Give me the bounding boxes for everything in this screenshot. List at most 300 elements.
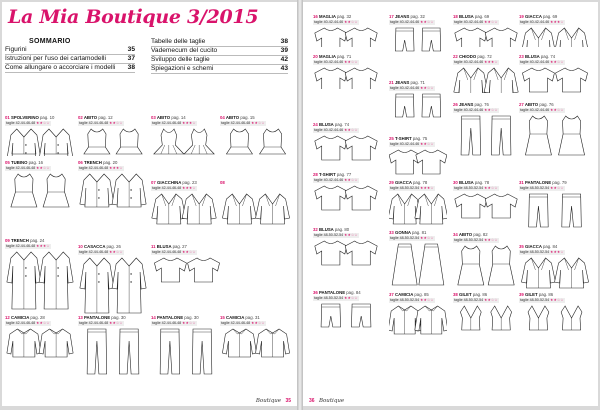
pattern-item[interactable] — [453, 232, 519, 288]
pattern-name: JEANS — [394, 14, 410, 19]
pattern-page: pag. 80 — [334, 227, 350, 232]
pattern-item[interactable] — [453, 14, 519, 48]
pattern-name: TRENCH — [83, 160, 102, 165]
pattern-item[interactable] — [313, 54, 379, 90]
pattern-item[interactable] — [5, 160, 75, 210]
difficulty-stars: ★★★☆ — [182, 186, 196, 190]
pattern-label — [519, 102, 554, 107]
garment-back-view — [485, 194, 517, 218]
pattern-number: 20 — [313, 54, 318, 59]
pattern-item[interactable] — [5, 238, 75, 312]
pattern-size-list: taglie 42-44-46-48 — [6, 166, 36, 170]
pattern-item[interactable] — [389, 180, 447, 226]
pattern-size-list: taglie 42-44-46-48 — [221, 321, 251, 325]
garment-sketch — [220, 327, 292, 376]
garment-back-view — [555, 258, 589, 288]
pattern-item[interactable] — [313, 14, 379, 48]
pattern-page: pag. 32 — [410, 14, 425, 19]
toc-heading: SOMMARIO — [29, 38, 71, 45]
pattern-number: 33 — [389, 230, 394, 235]
pattern-number: 31 — [519, 180, 524, 185]
pattern-sizes — [313, 20, 359, 25]
pattern-item[interactable] — [519, 180, 591, 230]
pattern-number: 06 — [78, 160, 83, 165]
garment-front-view — [315, 68, 347, 89]
garment-sketch — [519, 304, 591, 351]
pattern-item[interactable] — [220, 315, 292, 377]
pattern-name: ABITO — [83, 115, 98, 120]
pattern-label — [313, 290, 361, 295]
garment-sketch — [519, 256, 591, 289]
garment-back-view — [491, 116, 511, 155]
pattern-item[interactable] — [151, 315, 221, 377]
pattern-label — [78, 244, 121, 249]
pattern-sizes — [453, 60, 499, 65]
pattern-label — [453, 292, 487, 297]
pattern-page: pag. 76 — [474, 102, 489, 107]
garment-front-view — [321, 304, 341, 327]
garment-front-view — [80, 258, 114, 313]
pattern-sizes — [78, 321, 124, 326]
pattern-name: BLUSA — [156, 244, 172, 249]
garment-front-view — [522, 68, 554, 92]
pattern-item[interactable] — [78, 160, 148, 210]
pattern-item[interactable] — [389, 80, 447, 120]
toc-entry[interactable] — [151, 47, 288, 56]
pattern-sizes — [389, 86, 435, 91]
pattern-label — [151, 180, 197, 185]
pattern-number: 16 — [313, 14, 318, 19]
pattern-item[interactable] — [453, 54, 519, 94]
pattern-label — [389, 180, 427, 185]
pattern-sizes — [151, 321, 197, 326]
pattern-label — [389, 14, 425, 19]
pattern-label — [389, 292, 429, 297]
difficulty-stars: ★★★☆ — [420, 186, 434, 190]
pattern-sizes — [389, 236, 435, 241]
pattern-name: PANTALONE — [524, 180, 552, 185]
garment-back-view — [116, 129, 142, 154]
pattern-sizes — [519, 20, 565, 25]
pattern-label — [519, 292, 553, 297]
difficulty-stars: ★★☆☆ — [420, 20, 434, 24]
pattern-item[interactable] — [151, 180, 217, 228]
garment-sketch — [389, 148, 447, 177]
pattern-label — [78, 315, 126, 320]
pattern-name: BLUSA — [458, 180, 474, 185]
garment-sketch — [220, 192, 292, 227]
difficulty-stars: ★★☆☆ — [36, 121, 50, 125]
pattern-label — [453, 180, 489, 185]
pattern-item[interactable] — [151, 115, 217, 157]
pattern-size-list: taglie 42-44-46-48 — [6, 121, 36, 125]
pattern-item[interactable] — [220, 180, 292, 228]
pattern-item[interactable] — [453, 180, 519, 226]
pattern-item[interactable] — [313, 227, 379, 267]
garment-front-view — [458, 246, 484, 285]
pattern-number: 19 — [519, 14, 524, 19]
pattern-item[interactable] — [5, 315, 75, 377]
pattern-name: CAMICIA — [394, 292, 414, 297]
garment-front-view — [7, 129, 41, 156]
garment-back-view — [559, 116, 585, 155]
pattern-sizes — [5, 321, 51, 326]
pattern-size-list: taglie 40-42-44-46 — [390, 86, 420, 90]
pattern-page: pag. 79 — [552, 180, 567, 185]
pattern-item[interactable] — [389, 136, 447, 178]
pattern-label — [313, 122, 349, 127]
pattern-name: GONNA — [394, 230, 411, 235]
pattern-sizes — [78, 250, 124, 255]
garment-sketch — [313, 239, 379, 266]
pattern-page: pag. 10 — [40, 115, 55, 120]
pattern-item[interactable] — [519, 102, 591, 158]
pattern-item[interactable] — [313, 290, 379, 330]
magazine-title: La Mia Boutique 3/2015 — [8, 6, 259, 28]
pattern-page: pag. 86 — [472, 292, 488, 297]
pattern-sizes — [313, 296, 359, 301]
difficulty-stars: ★★☆☆ — [36, 166, 50, 170]
toc-entry-page: 37 — [127, 55, 135, 62]
pattern-label — [78, 160, 117, 165]
pattern-item[interactable] — [519, 54, 591, 94]
difficulty-stars: ★★☆☆ — [484, 238, 498, 242]
pattern-name: ABITO — [458, 232, 473, 237]
pattern-size-list: taglie 42-44-46-48 — [152, 186, 182, 190]
difficulty-stars: ★★☆☆ — [420, 142, 434, 146]
difficulty-stars: ★★☆☆ — [484, 108, 498, 112]
pattern-page: pag. 71 — [410, 80, 425, 85]
garment-front-view — [521, 258, 555, 288]
toc-column-2 — [151, 38, 288, 74]
footer-page-number: 36 — [309, 398, 315, 404]
pattern-item[interactable] — [78, 315, 148, 377]
garment-front-view — [84, 129, 110, 154]
garment-back-view — [419, 244, 444, 285]
pattern-label — [313, 14, 351, 19]
difficulty-stars: ★★☆☆ — [182, 321, 196, 325]
pattern-number: 12 — [5, 315, 10, 320]
pattern-number: 25 — [389, 136, 394, 141]
garment-sketch — [453, 192, 519, 225]
difficulty-stars: ★★☆☆ — [344, 178, 358, 182]
pattern-page: pag. 14 — [171, 115, 186, 120]
pattern-item[interactable] — [519, 244, 591, 290]
pattern-name: BLUSA — [524, 54, 540, 59]
pattern-number: 39 — [519, 292, 524, 297]
difficulty-stars: ★★☆☆ — [420, 298, 434, 302]
pattern-number: 35 — [519, 244, 524, 249]
pattern-size-list: taglie 48-50-52-54 — [390, 236, 420, 240]
garment-back-view — [485, 28, 517, 47]
pattern-name: GIACCA — [524, 14, 542, 19]
garment-sketch — [78, 256, 148, 315]
garment-front-view — [160, 329, 180, 374]
garment-sketch — [453, 26, 519, 47]
pattern-item[interactable] — [313, 172, 379, 212]
garment-sketch — [389, 192, 447, 225]
pattern-name: CHIODO — [458, 54, 477, 59]
garment-front-view — [455, 194, 487, 218]
pattern-label — [151, 244, 187, 249]
pattern-size-list: taglie 40-42-44-46 — [390, 20, 420, 24]
garment-front-view — [154, 258, 186, 282]
toc-entry[interactable] — [151, 56, 288, 65]
pattern-label — [220, 115, 255, 120]
pattern-page: pag. 84 — [346, 290, 361, 295]
pattern-page: pag. 23 — [182, 180, 197, 185]
pattern-name: T-SHIRT — [318, 172, 336, 177]
pattern-page: pag. 77 — [336, 172, 352, 177]
toc-entry-page: 38 — [127, 64, 135, 71]
pattern-sizes — [453, 238, 499, 243]
pattern-size-list: taglie 42-44-46-48 — [79, 166, 109, 170]
difficulty-stars: ★★☆☆ — [550, 186, 564, 190]
pattern-item[interactable] — [151, 244, 223, 296]
pattern-sizes — [313, 233, 359, 238]
pattern-sizes — [313, 128, 359, 133]
pattern-number: 11 — [151, 244, 156, 249]
pattern-size-list: taglie 48-50-52-54 — [454, 238, 484, 242]
difficulty-stars: ★★☆☆ — [344, 20, 358, 24]
pattern-item[interactable] — [78, 244, 148, 316]
pattern-label — [151, 115, 186, 120]
pattern-sizes — [519, 60, 565, 65]
pattern-size-list: taglie 42-44-46-48 — [6, 321, 36, 325]
garment-front-view — [389, 194, 421, 224]
toc-entry[interactable] — [5, 64, 135, 73]
toc-entry-label: Spiegazioni e schemi — [151, 65, 214, 72]
pattern-number: 15 — [220, 315, 225, 320]
pattern-number: 04 — [220, 115, 225, 120]
pattern-size-list: taglie 42-44-46-48 — [152, 321, 182, 325]
pattern-page: pag. 72 — [477, 54, 492, 59]
pattern-number: 13 — [78, 315, 83, 320]
difficulty-stars: ★★☆☆ — [484, 20, 498, 24]
pattern-page: pag. 32 — [336, 14, 352, 19]
pattern-page: pag. 31 — [245, 315, 260, 320]
pattern-item[interactable] — [389, 230, 447, 288]
pattern-page: pag. 12 — [98, 115, 113, 120]
difficulty-stars: ★★☆☆ — [484, 298, 498, 302]
pattern-sizes — [78, 166, 124, 171]
pattern-page: pag. 20 — [103, 160, 118, 165]
garment-front-view — [455, 28, 487, 47]
pattern-label — [151, 315, 199, 320]
pattern-name: T-SHIRT — [394, 136, 412, 141]
pattern-size-list: taglie 48-50-52-54 — [520, 250, 550, 254]
garment-sketch — [5, 127, 75, 156]
pattern-sizes — [220, 121, 266, 126]
pattern-page: pag. 30 — [184, 315, 199, 320]
toc-entry[interactable] — [151, 65, 288, 74]
pattern-sizes — [5, 166, 51, 171]
garment-back-view — [556, 68, 588, 92]
pattern-sizes — [389, 186, 435, 191]
garment-sketch — [151, 327, 221, 376]
pattern-name: MAGLIA — [318, 14, 336, 19]
pattern-name: BLUSA — [318, 227, 334, 232]
garment-back-view — [345, 186, 377, 210]
difficulty-stars: ★★☆☆ — [182, 250, 196, 254]
garment-back-view — [188, 258, 220, 282]
pattern-item[interactable] — [389, 292, 447, 356]
pattern-number: 30 — [453, 180, 458, 185]
pattern-name: MAGLIA — [318, 54, 336, 59]
toc-entry-label: Istruzioni per l'uso dei cartamodelli — [5, 55, 106, 62]
difficulty-stars: ★★☆☆ — [344, 60, 358, 64]
garment-sketch — [519, 192, 591, 229]
pattern-name: GILET — [524, 292, 538, 297]
garment-sketch — [5, 327, 75, 376]
difficulty-stars: ★★☆☆ — [344, 233, 358, 237]
pattern-size-list: taglie 42-44-46-48 — [79, 250, 109, 254]
pattern-name: PANTALONE — [318, 290, 346, 295]
footer-page-number: 35 — [285, 398, 291, 404]
pattern-sizes — [389, 142, 435, 147]
garment-back-view — [345, 136, 377, 160]
pattern-number: 01 — [5, 115, 10, 120]
difficulty-stars: ★★★☆ — [109, 166, 123, 170]
garment-back-view — [345, 241, 377, 265]
pattern-page: pag. 75 — [412, 136, 428, 141]
footer-brand: Boutique — [318, 398, 345, 404]
toc-entry[interactable] — [5, 46, 135, 55]
pattern-sizes — [389, 298, 435, 303]
garment-front-view — [222, 194, 256, 224]
garment-sketch — [519, 66, 591, 93]
pattern-page: pag. 84 — [542, 244, 558, 249]
garment-sketch — [78, 172, 148, 209]
pattern-page: pag. 85 — [414, 292, 429, 297]
garment-sketch — [313, 26, 379, 47]
pattern-page: pag. 78 — [474, 180, 490, 185]
garment-sketch — [313, 302, 379, 329]
toc-entry[interactable] — [5, 55, 135, 64]
pattern-name: BLUSA — [458, 14, 474, 19]
garment-front-view — [529, 194, 549, 227]
pattern-label — [78, 115, 113, 120]
pattern-size-list: taglie 40-42-44-46 — [454, 108, 484, 112]
garment-front-view — [461, 116, 481, 155]
toc-entry-label: Sviluppo delle taglie — [151, 56, 210, 63]
pattern-sizes — [313, 60, 359, 65]
garment-back-view — [415, 194, 447, 224]
pattern-item[interactable] — [5, 115, 75, 157]
garment-sketch — [389, 26, 447, 53]
garment-back-view — [256, 194, 290, 224]
pattern-name: GIACCHINA — [156, 180, 182, 185]
pattern-page: pag. 74 — [334, 122, 350, 127]
pattern-number: 18 — [453, 14, 458, 19]
pattern-number: 37 — [389, 292, 394, 297]
pattern-number: 10 — [78, 244, 83, 249]
pattern-page: pag. 15 — [240, 115, 255, 120]
pattern-number: 38 — [453, 292, 458, 297]
toc-entry[interactable] — [151, 38, 288, 47]
pattern-name: JEANS — [458, 102, 474, 107]
garment-back-view — [112, 258, 146, 313]
garment-front-view — [315, 186, 347, 210]
difficulty-stars: ★★★☆ — [484, 60, 498, 64]
pattern-number: 17 — [389, 14, 394, 19]
pattern-page: pag. 76 — [539, 102, 554, 107]
garment-back-view — [484, 68, 518, 93]
pattern-size-list: taglie 48-50-52-54 — [314, 233, 344, 237]
pattern-item[interactable] — [453, 292, 519, 346]
pattern-size-list: taglie 40-42-44-46 — [314, 178, 344, 182]
pattern-number: 32 — [313, 227, 318, 232]
pattern-label — [519, 244, 557, 249]
difficulty-stars: ★★☆☆ — [251, 121, 265, 125]
pattern-size-list: taglie 40-42-44-46 — [454, 60, 484, 64]
garment-sketch — [5, 172, 75, 209]
pattern-size-list: taglie 48-50-52-54 — [390, 186, 420, 190]
garment-sketch — [151, 192, 217, 227]
pattern-name: SPOLVERINO — [10, 115, 39, 120]
pattern-item[interactable] — [519, 292, 591, 352]
pattern-number: 28 — [313, 172, 318, 177]
garment-front-view — [525, 116, 551, 155]
pattern-sizes — [519, 298, 565, 303]
pattern-number: 07 — [151, 180, 156, 185]
pattern-item[interactable] — [389, 14, 447, 54]
pattern-sizes — [453, 108, 499, 113]
pattern-page: pag. 74 — [540, 54, 556, 59]
pattern-label — [453, 54, 492, 59]
garment-sketch — [389, 242, 447, 287]
pattern-name: TUBINO — [10, 160, 28, 165]
right-footer — [309, 398, 347, 404]
difficulty-stars: ★★★☆ — [550, 20, 564, 24]
pattern-item[interactable] — [453, 102, 519, 158]
difficulty-stars: ★★☆☆ — [550, 60, 564, 64]
difficulty-stars: ★★☆☆ — [550, 298, 564, 302]
toc-entry-page: 43 — [280, 65, 288, 72]
pattern-size-list: taglie 40-42-44-46 — [314, 60, 344, 64]
pattern-size-list: taglie 48-50-52-54 — [454, 298, 484, 302]
pattern-size-list: taglie 40-42-44-46 — [314, 128, 344, 132]
pattern-item[interactable] — [220, 115, 292, 157]
pattern-number: 21 — [389, 80, 394, 85]
pattern-sizes — [313, 178, 359, 183]
pattern-page: pag. 69 — [542, 14, 558, 19]
pattern-page: pag. 27 — [172, 244, 187, 249]
pattern-label — [220, 180, 225, 185]
pattern-label — [453, 14, 489, 19]
difficulty-stars: ★★☆☆ — [109, 121, 123, 125]
difficulty-stars: ★★☆☆ — [550, 108, 564, 112]
pattern-number: 08 — [220, 180, 225, 185]
garment-front-view — [454, 68, 488, 93]
pattern-label — [313, 54, 351, 59]
pattern-number: 26 — [453, 102, 458, 107]
garment-back-view — [416, 150, 447, 174]
pattern-sizes — [453, 186, 499, 191]
pattern-item[interactable] — [313, 122, 379, 162]
garment-front-view — [528, 306, 549, 330]
toc-entry-label: Vademecum del cucito — [151, 47, 218, 54]
garment-back-view — [351, 304, 371, 327]
pattern-item[interactable] — [78, 115, 148, 157]
footer-brand: Boutique — [255, 398, 282, 404]
pattern-page: pag. 71 — [336, 54, 352, 59]
toc-entry-page: 42 — [280, 56, 288, 63]
pattern-item[interactable] — [519, 14, 591, 48]
garment-back-view — [39, 329, 73, 357]
pattern-name: PANTALONE — [83, 315, 111, 320]
toc-entry-page: 38 — [280, 38, 288, 45]
